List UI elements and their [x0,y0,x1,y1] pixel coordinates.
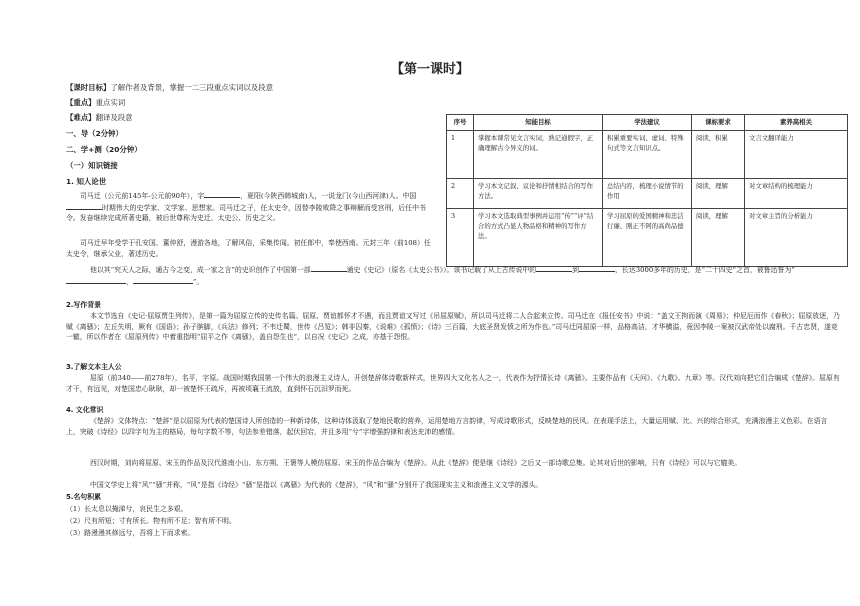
key-label: 【重点】 [66,98,96,107]
culture-paragraph-1: 《楚辞》文体特点：“楚辞”是以屈原为代表的楚国诗人所创造的一种新诗体，这种诗体汲取了楚地民歌的营养，运用楚地方言韵律，写成诗歌形式，反映楚地的民风。在表现手法上，大量运用赋、比、兴的综合形式，充满浪漫主义色彩。在语言上，突破《诗经》以四字句为主的格局，每句字数不等，句法参差错落，起伏回宕，并且多用“兮”字增强韵律和表达充沛的感情。 [66,417,828,436]
col-header: 知能目标 [474,115,603,131]
text-run: 时期伟大的史学家、文学家、思想家。司马迁之子，任太史令，因替李陵败降之事辩解而受宫刑，后任中书令。发奋继续完成所著史籍，被后世尊称为史迁、太史公、历史之父。 [66,203,426,223]
table-row [447,209,848,267]
table-cell: 阅读，理解 [692,209,745,267]
blank-line [311,264,347,272]
blank-line [133,276,193,284]
goal-text: 了解作者及背景，掌握一二三段重点实词以及段意 [110,83,273,92]
diff-label: 【难点】 [66,113,96,122]
table-row [447,179,848,209]
blank-line [66,276,126,284]
section-learn: 二、学+测（20分钟） [66,145,142,154]
section-knowledge-link: （一）知识链接 [66,161,118,170]
table-cell: 阅读，积累 [692,131,745,179]
blank-line [536,264,572,272]
table-cell: 学习屈原的爱国精神和忠洁行廉、刚正不阿的高尚品德 [603,209,692,267]
text-run: ，夏阳(今陕西韩城南)人，一说龙门(今山西河津)人。中国 [240,192,417,200]
difficulty [66,113,133,123]
key-text: 重点实词 [95,98,126,107]
table-cell: 对文章主旨的分析能力 [745,209,848,267]
table-header-row [447,115,848,131]
table-cell: 1 [447,131,474,179]
col-header: 素养高相关 [745,115,848,131]
heading-protagonist: 3.了解文本主人公 [66,363,122,371]
quote-2: （2）尺有所短；寸有所长。物有所不足；智有所不明。 [66,517,236,525]
author-paragraph-3 [66,264,840,287]
blank-line [579,264,615,272]
culture-paragraph-3: 中国文学史上将“风”“骚”并称，“风”是指《诗经》“骚”是指以《离骚》为代表的《楚辞》，“风”和“骚”分别开了我国现实主义和浪漫主义文学的源头。 [90,481,543,489]
section-guide: 一、导（2分钟） [66,129,123,138]
text-run: ，长达3000多年的历史，是“二十四史”之首，被鲁迅誉为“ [615,266,795,274]
author-paragraph-2: 司马迁早年受学于孔安国、董仲舒，漫游各地，了解风俗，采集传闻。初任郎中，奉使西南。元封三年（前108）任太史令，继承父业，著述历史。 [66,239,431,258]
text-run: 通史《史记》（原名《太史公书》）。该书记载了从上古传说中的 [346,266,537,274]
col-header: 学法建议 [603,115,692,131]
table-cell: 学习本文选取典型事例并运用“传”“评”结合的方式凸显人物品格和精神的写作方法。 [474,209,603,267]
heading-background: 2.写作背景 [66,301,101,309]
heading-culture: 4. 文化常识 [66,406,104,414]
text-run: 到 [572,266,580,274]
page-title: 【第一课时】 [390,62,469,77]
table-cell: 3 [447,209,474,267]
table-cell: 文言文翻译能力 [745,131,848,179]
table-cell: 总结内容，梳理小说情节的作用 [603,179,692,209]
table-cell: 积累重要实词、虚词、特殊句式等文言知识点。 [603,131,692,179]
text-run: 司马迁（公元前145年-公元前90年），字 [80,192,205,200]
goal-label: 【课时目标】 [66,83,111,92]
key-point [66,98,125,108]
culture-paragraph-2: 西汉时期，刘向将屈原、宋玉的作品及汉代淮南小山、东方朔、王褒等人模仿屈原、宋玉的作品合编为《楚辞》。从此《楚辞》便是继《诗经》之后又一部诗歌总集。论其对后世的影响，只有《诗经》可以与它媲美。 [90,459,742,467]
table-cell: 阅读，理解 [692,179,745,209]
col-header: 课标要求 [692,115,745,131]
blank-line [204,190,240,198]
table-cell: 掌握本课常见文言实词，熟记通假字，正确理解古今异义的词。 [474,131,603,179]
table-cell: 学习本文记叙、议论和抒情相结合的写作方法。 [474,179,603,209]
background-paragraph: 本文节选自《史记·屈原贾生列传》，是第一篇为屈原立传的史传名篇。屈原、贾谊都怀才不遇，而且贾谊又写过《吊屈原赋》，所以司马迁将二人合起来立传。司马迁在《报任安书》中说：“盖文王拘而演《周易》；仲尼厄而作《春秋》；屈原放逐，乃赋《离骚》；左丘失明，厥有《国语》；孙子膑脚，《兵法》修列；不韦迁蜀，世传《吕览》；韩非囚秦，《说难》《孤愤》；《诗》三百篇，大底圣贤发愤之所为作也。”司马迁同屈原一样，品格高洁，才华横溢，竟因李陵一案被汉武帝处以腐刑。千古忠贤，遂竞一辙，所以作者在《屈原列传》中着重指明“屈平之作《离骚》，盖自怨生也”，以自况《史记》之成，亦基于怨恨。 [66,312,840,342]
author-paragraph-1 [66,190,436,224]
heading-author: 1. 知人论世 [66,177,107,186]
table-cell: 2 [447,179,474,209]
text-run: ， [126,277,133,286]
diff-text: 翻译及段意 [95,113,133,122]
col-header: 序号 [447,115,474,131]
objectives-table [446,114,848,267]
table-cell: 对文章结构的梳理能力 [745,179,848,209]
quote-1: （1）长太息以掩涕兮，哀民生之多艰。 [66,505,188,513]
lesson-goal [66,83,273,93]
protagonist-paragraph: 屈原（前340——前278年），名平，字原。战国时期我国第一个伟大的浪漫主义诗人，开创楚辞体诗歌新样式，世界四大文化名人之一，代表作为抒情长诗《离骚》。主要作品有《天问》、《九歌》、九章》等。汉代刘向把它们合编成《楚辞》。屈原有才干，有远见，对楚国忠心耿耿，却一被楚怀王疏斥，再被顷襄王流放，直到怀石沉汨罗而死。 [66,374,840,393]
table-row [447,131,848,179]
blank-line [66,202,102,210]
heading-quotes: 5.名句积累 [66,493,101,501]
quote-3: （3）路漫漫其修远兮，吾将上下而求索。 [66,529,195,537]
text-run: ”。 [192,277,204,286]
text-run: 他以其“究天人之际，通古今之变，成一家之言”的史识创作了中国第一部 [90,266,311,274]
